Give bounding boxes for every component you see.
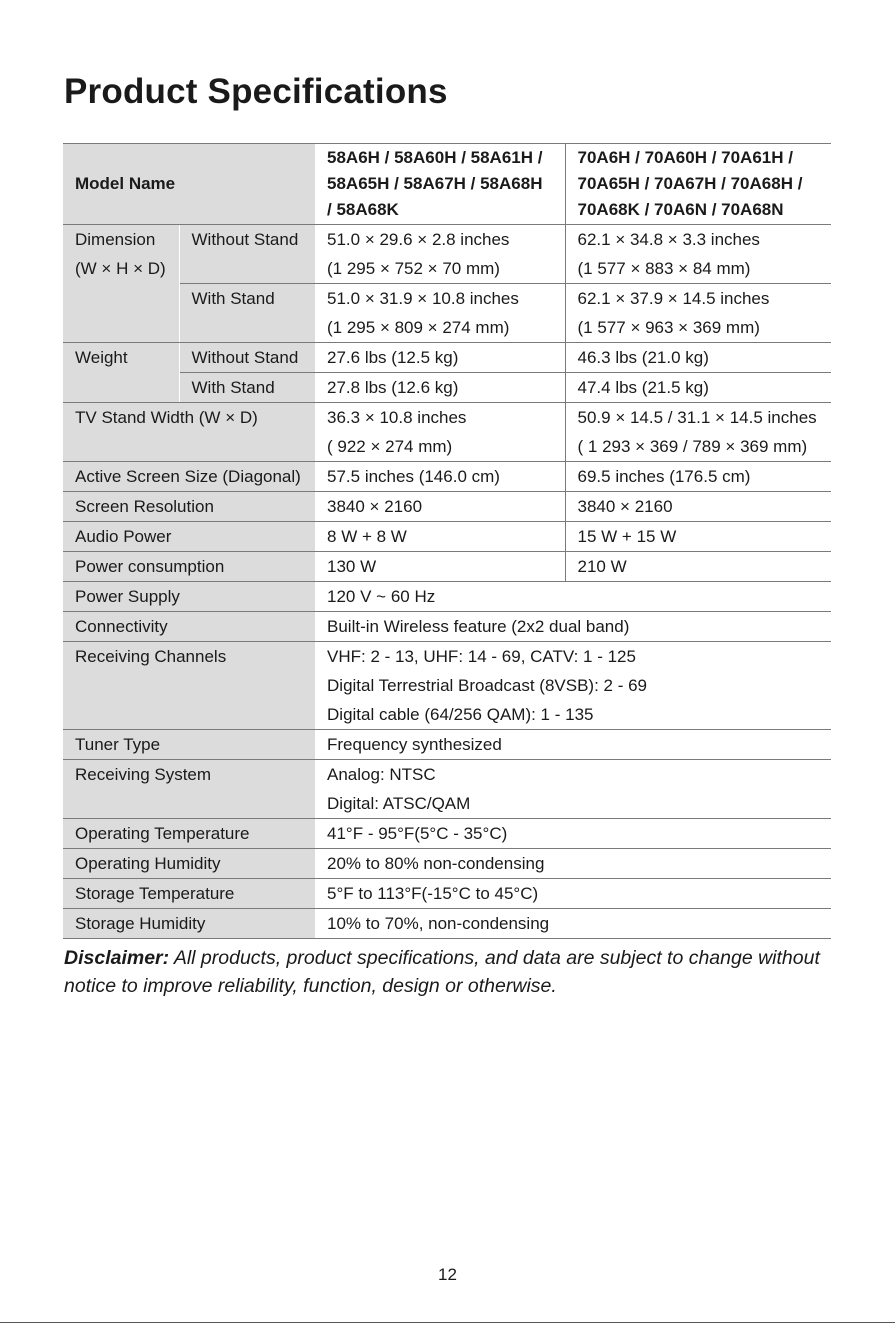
model-name-label: Model Name (63, 144, 315, 225)
audio-power-b: 15 W + 15 W (565, 522, 831, 552)
power-consumption-b: 210 W (565, 552, 831, 582)
table-row-dimension-with-stand (63, 284, 831, 343)
specifications-table (63, 143, 831, 939)
dimension-without-stand-a: 51.0 × 29.6 × 2.8 inches (1 295 × 752 × 70 mm) (315, 225, 565, 284)
table-row-power-supply (63, 582, 831, 612)
audio-power-a: 8 W + 8 W (315, 522, 565, 552)
weight-with-stand-label: With Stand (179, 373, 315, 403)
table-row-operating-humidity (63, 849, 831, 879)
screen-size-b: 69.5 inches (176.5 cm) (565, 462, 831, 492)
resolution-label: Screen Resolution (63, 492, 315, 522)
table-row-receiving-system (63, 760, 831, 819)
disclaimer (64, 944, 824, 1000)
table-row-dimension-without-stand (63, 225, 831, 284)
with-stand-label: With Stand (179, 284, 315, 343)
weight-without-stand-a: 27.6 lbs (12.5 kg) (315, 343, 565, 373)
table-row-resolution (63, 492, 831, 522)
storage-humidity-value: 10% to 70%, non-condensing (315, 909, 831, 939)
model-group-b: 70A6H / 70A60H / 70A61H / 70A65H / 70A67H / 70A68H / 70A68K / 70A6N / 70A68N (565, 144, 831, 225)
weight-without-stand-b: 46.3 lbs (21.0 kg) (565, 343, 831, 373)
connectivity-label: Connectivity (63, 612, 315, 642)
stand-width-b: 50.9 × 14.5 / 31.1 × 14.5 inches ( 1 293 × 369 / 789 × 369 mm) (565, 403, 831, 462)
power-consumption-label: Power consumption (63, 552, 315, 582)
table-row-screen-size (63, 462, 831, 492)
receiving-system-value: Analog: NTSC Digital: ATSC/QAM (315, 760, 831, 819)
weight-with-stand-b: 47.4 lbs (21.5 kg) (565, 373, 831, 403)
storage-temperature-value: 5°F to 113°F(-15°C to 45°C) (315, 879, 831, 909)
receiving-channels-label: Receiving Channels (63, 642, 315, 730)
page-title: Product Specifications (64, 72, 448, 111)
page-number: 12 (438, 1265, 457, 1284)
table-row-model-name (63, 144, 831, 225)
stand-width-label: TV Stand Width (W × D) (63, 403, 315, 462)
power-supply-label: Power Supply (63, 582, 315, 612)
receiving-system-label: Receiving System (63, 760, 315, 819)
operating-humidity-label: Operating Humidity (63, 849, 315, 879)
connectivity-value: Built-in Wireless feature (2x2 dual band) (315, 612, 831, 642)
table-row-audio-power (63, 522, 831, 552)
table-row-tuner-type (63, 730, 831, 760)
dimension-with-stand-a: 51.0 × 31.9 × 10.8 inches (1 295 × 809 × 274 mm) (315, 284, 565, 343)
screen-size-label: Active Screen Size (Diagonal) (63, 462, 315, 492)
operating-temperature-label: Operating Temperature (63, 819, 315, 849)
receiving-channels-value: VHF: 2 - 13, UHF: 14 - 69, CATV: 1 - 125 Digital Terrestrial Broadcast (8VSB): 2 - 69 Digital cable (64/256 QAM): 1 - 135 (315, 642, 831, 730)
weight-with-stand-a: 27.8 lbs (12.6 kg) (315, 373, 565, 403)
dimension-without-stand-b: 62.1 × 34.8 × 3.3 inches (1 577 × 883 × 84 mm) (565, 225, 831, 284)
power-supply-value: 120 V ~ 60 Hz (315, 582, 831, 612)
model-group-a: 58A6H / 58A60H / 58A61H / 58A65H / 58A67H / 58A68H / 58A68K (315, 144, 565, 225)
dimension-with-stand-b: 62.1 × 37.9 × 14.5 inches (1 577 × 963 × 369 mm) (565, 284, 831, 343)
page-bottom-rule (0, 1322, 895, 1323)
weight-label: Weight (63, 343, 179, 403)
table-row-power-consumption (63, 552, 831, 582)
screen-size-a: 57.5 inches (146.0 cm) (315, 462, 565, 492)
table-row-weight-without-stand (63, 343, 831, 373)
resolution-b: 3840 × 2160 (565, 492, 831, 522)
tuner-type-value: Frequency synthesized (315, 730, 831, 760)
table-row-stand-width (63, 403, 831, 462)
dimension-label: Dimension (W × H × D) (63, 225, 179, 343)
resolution-a: 3840 × 2160 (315, 492, 565, 522)
table-row-connectivity (63, 612, 831, 642)
table-row-weight-with-stand (63, 373, 831, 403)
table-row-operating-temperature (63, 819, 831, 849)
operating-humidity-value: 20% to 80% non-condensing (315, 849, 831, 879)
operating-temperature-value: 41°F - 95°F(5°C - 35°C) (315, 819, 831, 849)
disclaimer-text: All products, product specifications, and data are subject to change without notice to improve reliability, function, design or otherwise. (64, 947, 820, 997)
power-consumption-a: 130 W (315, 552, 565, 582)
audio-power-label: Audio Power (63, 522, 315, 552)
without-stand-label: Without Stand (179, 225, 315, 284)
stand-width-a: 36.3 × 10.8 inches ( 922 × 274 mm) (315, 403, 565, 462)
table-row-receiving-channels (63, 642, 831, 730)
storage-temperature-label: Storage Temperature (63, 879, 315, 909)
weight-without-stand-label: Without Stand (179, 343, 315, 373)
table-row-storage-humidity (63, 909, 831, 939)
tuner-type-label: Tuner Type (63, 730, 315, 760)
disclaimer-label: Disclaimer: (64, 947, 170, 969)
table-row-storage-temperature (63, 879, 831, 909)
storage-humidity-label: Storage Humidity (63, 909, 315, 939)
